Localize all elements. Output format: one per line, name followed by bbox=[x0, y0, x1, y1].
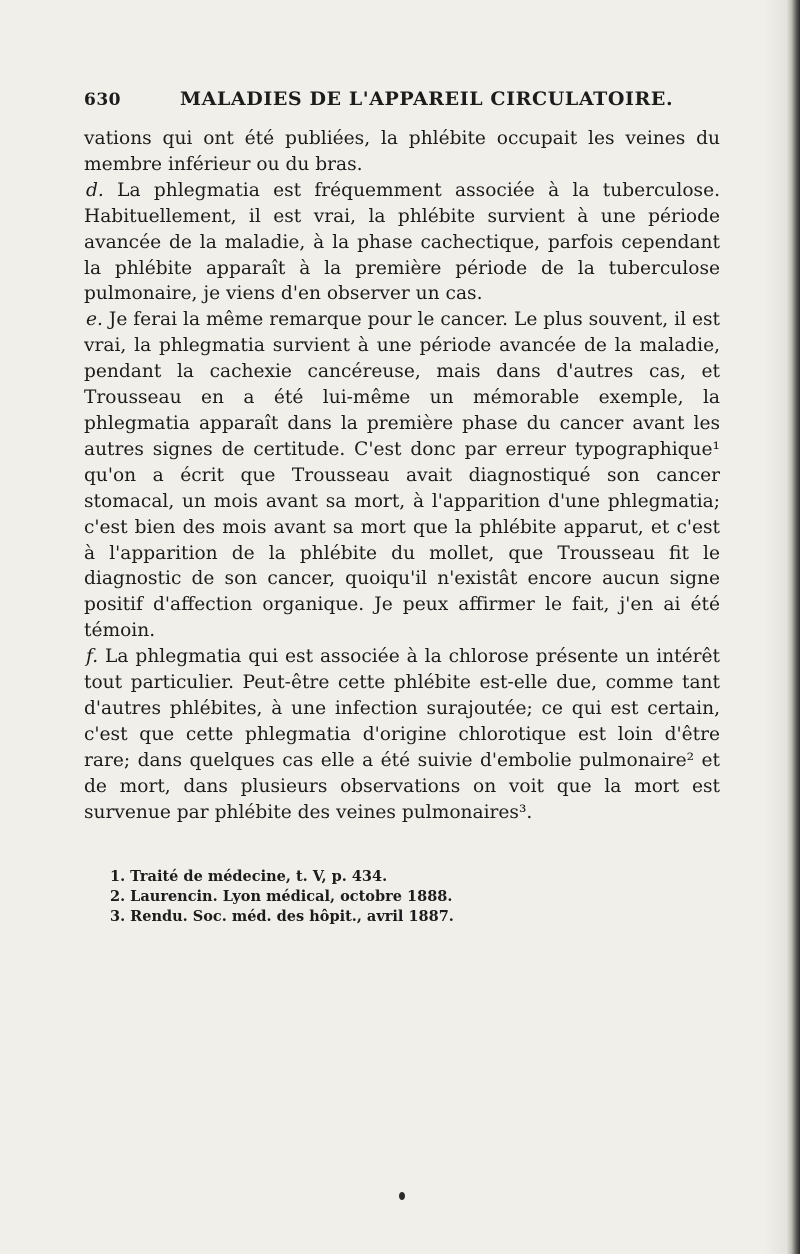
page-binding-edge bbox=[786, 0, 800, 1254]
paragraph-f bbox=[84, 644, 720, 825]
ink-speck bbox=[399, 1192, 405, 1200]
paragraph-text: La phlegmatia est fréquemment associée à la tuberculose. Habituellement, il est vrai, la phlébite survient à une période avancée de la maladie, à la phase cachectique, parfois cependant la phlébite apparaît à la première période de la tuberculose pulmonaire, je viens d'en observer un cas. bbox=[84, 179, 720, 305]
paragraph-d bbox=[84, 178, 720, 308]
paragraph-text: Je ferai la même remarque pour le cancer. Le plus souvent, il est vrai, la phlegmatia survient à une période avancée de la maladie, pendant la cachexie cancéreuse, mais dans d'autres cas, et Trousseau en a été lui-même un mémorable exemple, la phlegmatia apparaît dans la première phase du cancer avant les autres signes de certitude. C'est donc par erreur typographique¹ qu'on a écrit que Trousseau avait diagnostiqué son cancer stomacal, un mois avant sa mort, à l'apparition d'une phlegmatia; c'est bien des mois avant sa mort que la phlébite apparut, et c'est à l'apparition de la phlébite du mollet, que Trousseau fit le diagnostic de son cancer, quoiqu'il n'existât encore aucun signe positif d'affection organique. Je peux affirmer le fait, j'en ai été témoin. bbox=[84, 309, 720, 642]
running-title: MALADIES DE L'APPAREIL CIRCULATOIRE. bbox=[180, 88, 674, 110]
paragraph-label: d. bbox=[86, 179, 104, 201]
paragraph-label: e. bbox=[86, 309, 103, 331]
footnotes bbox=[110, 867, 710, 927]
paragraph-text: La phlegmatia qui est associée à la chlorose présente un intérêt tout particulier. Peut-être cette phlébite est-elle due, comme tant d'autres phlébites, à une infection surajoutée; ce qui est certain, c'est que cette phlegmatia d'origine chlorotique est loin d'être rare; dans quelques cas elle a été suivie d'embolie pulmonaire² et de mort, dans plusieurs observations on voit que la mort est survenue par phlébite des veines pulmonaires³. bbox=[84, 646, 720, 823]
footnote-2: 2. Laurencin. Lyon médical, octobre 1888. bbox=[110, 888, 453, 905]
paragraph-continuation bbox=[84, 126, 720, 178]
footnote-1: 1. Traité de médecine, t. V, p. 434. bbox=[110, 868, 388, 885]
paragraph-text: vations qui ont été publiées, la phlébite occupait les veines du membre inférieur ou du bras. bbox=[84, 128, 720, 175]
paragraph-label: f. bbox=[86, 646, 99, 668]
gutter-shadow bbox=[764, 0, 786, 1254]
footnote-3: 3. Rendu. Soc. méd. des hôpit., avril 1887. bbox=[110, 908, 454, 925]
page-number: 630 bbox=[84, 90, 121, 110]
page-header bbox=[84, 88, 704, 114]
paragraph-e bbox=[84, 307, 720, 644]
body-text bbox=[84, 126, 720, 825]
